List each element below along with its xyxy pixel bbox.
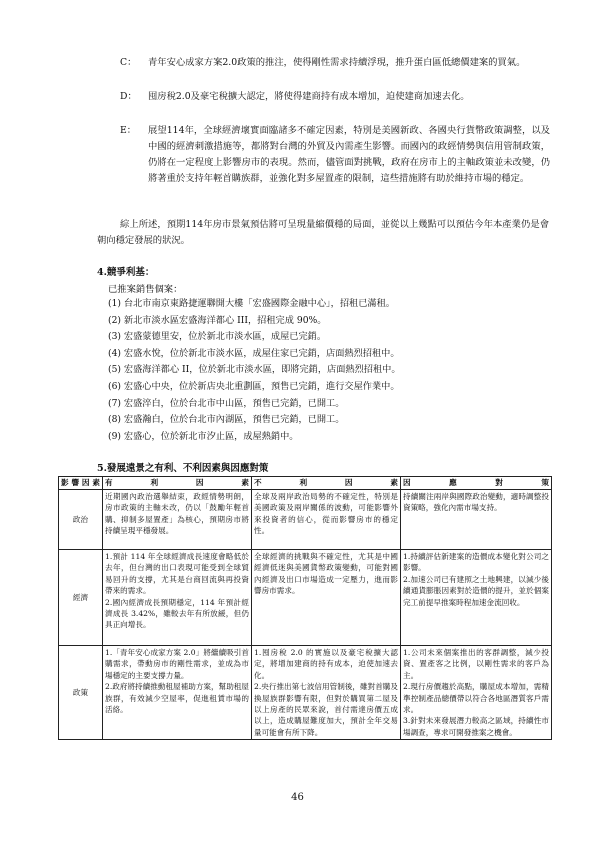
item-text: 囤房稅2.0及豪宅稅擴大認定，將使得建商持有成本增加，迫使建商加速去化。 bbox=[148, 91, 470, 102]
list-item-d bbox=[120, 89, 550, 105]
summary-paragraph: 綜上所述，預期114年房市景氣預估將可呈現量縮價穩的局面，並從以上幾點可以預估今年本產業仍是會朝向穩定發展的狀況。 bbox=[97, 219, 549, 246]
project-list-item: (9) 宏盛心，位於新北市汐止區，成屋熱銷中。 bbox=[108, 430, 299, 442]
item-label: E： bbox=[120, 125, 137, 136]
project-list-item: (3) 宏盛蒙德里安，位於新北市淡水區，成屋已完銷。 bbox=[108, 331, 327, 343]
project-list-item: (5) 宏盛海洋都心 II，位於新北市淡水區，即將完銷，店面熱烈招租中。 bbox=[108, 364, 401, 376]
row-favorable: 1.「青年安心成家方案 2.0」將繼續吸引首購需求，帶動房市的剛性需求，並成為市場穩定的主要支撐力量。 2.政府將持續推動租屋補助方案，幫助租屋族群，有效減少空屋率，促進租賃市場的活絡。 bbox=[103, 646, 252, 740]
header-strategy: 因應對策 bbox=[401, 477, 552, 490]
row-favorable: 1.預計 114 年全球經濟成長速度會略低於去年，但台灣的出口表現可能受到全球貿易回升的支撐，尤其是台商回流與再投資帶來的需求。 2.國內經濟成長預期穩定，114 年預計經濟成長 3.42%，雖較去年有所放緩，但仍具正向增長。 bbox=[103, 550, 252, 646]
project-list-item: (2) 新北市淡水區宏盛海洋都心 III，招租完成 90%。 bbox=[108, 314, 327, 326]
factors-table bbox=[58, 476, 552, 740]
section-4-subheading: 已推案銷售個案： bbox=[108, 284, 183, 295]
table-row bbox=[59, 646, 552, 740]
table-row bbox=[59, 490, 552, 550]
list-item-e bbox=[120, 123, 550, 187]
project-list-item: (1) 台北市南京東路捷運聯開大樓「宏盛國際金融中心」，招租已滿租。 bbox=[108, 298, 395, 309]
row-unfavorable: 1.囤房稅 2.0 的實施以及豪宅稅擴大認定，將增加建商的持有成本，迫使加速去化。 2.央行推出第七波信用管制後，雖對首購及換屋族群影響有限，但對於購買第二屋及以上房產的民眾來說，首付需達房價五成以上，造成購屋難度加大，預計全年交易量可能會有所下降。 bbox=[252, 646, 401, 740]
row-unfavorable: 全球經濟的挑戰與不確定性，尤其是中國經濟低迷與美國貨幣政策變動，可能對國內經濟及出口市場造成一定壓力，進而影響房市需求。 bbox=[252, 550, 401, 646]
header-unfavorable: 不利因素 bbox=[252, 477, 401, 490]
table-row bbox=[59, 550, 552, 646]
project-list-item: (4) 宏盛水悅，位於新北市淡水區，成屋住家已完銷，店面熱烈招租中。 bbox=[108, 347, 400, 359]
project-list bbox=[108, 296, 548, 445]
row-unfavorable: 全球及兩岸政治局勢的不確定性，特別是美國政策及兩岸關係的波動，可能影響外來投資者的信心，從而影響房市的穩定性。 bbox=[252, 490, 401, 550]
project-list-item: (6) 宏盛心中央，位於新店央北重劃區，預售已完銷，進行交屋作業中。 bbox=[108, 380, 400, 392]
row-strategy: 持續關注兩岸與國際政治變動，適時調整投資策略，強化內需市場支持。 bbox=[401, 490, 552, 550]
section-4-heading: 4.競爭利基： bbox=[97, 267, 155, 278]
row-category: 政策 bbox=[59, 646, 103, 740]
row-category: 政治 bbox=[59, 490, 103, 550]
header-favorable: 有利因素 bbox=[103, 477, 252, 490]
item-label: D： bbox=[120, 91, 137, 102]
project-list-item: (7) 宏盛淬白，位於台北市中山區，預售已完銷，已開工。 bbox=[108, 397, 345, 409]
row-category: 經濟 bbox=[59, 550, 103, 646]
item-text: 青年安心成家方案2.0政策的推注，使得剛性需求持續浮現，推升蛋白區低總價建案的買氣。 bbox=[148, 57, 526, 68]
project-list-item: (8) 宏盛瀚白，位於台北市內湖區，預售已完銷，已開工。 bbox=[108, 414, 345, 426]
row-strategy: 1.持續評估新建案的造價成本變化對公司之影響。 2.加速公司已有建照之土地興建，以減少後續通貨膨脹因素對於造價的提升，並於個案完工前提早推案時程加速金流回收。 bbox=[401, 550, 552, 646]
page-number: 46 bbox=[291, 792, 304, 803]
header-factor: 影響因素 bbox=[59, 477, 103, 490]
list-item-c bbox=[120, 55, 550, 71]
item-label: C： bbox=[120, 57, 137, 68]
table-header-row bbox=[59, 477, 552, 490]
item-text: 展望114年，全球經濟壞實面臨諸多不確定因素，特別是美國新政、各國央行貨幣政策調整，以及中國的經濟刺激措施等，都將對台灣的外貿及內需產生影響。而國內的政經情勢與信用管制政策，仍將在一定程度上影響房市的表現。然而，儘管面對挑戰，政府在房市上的主軸政策並未改變，仍將著重於支持年輕首購族群，並強化對多屋置產的限制，這些措施將有助於維持市場的穩定。 bbox=[148, 125, 550, 184]
row-favorable: 近期國內政治選舉結束，政經情勢明朗，房市政策的主軸未改，仍以「鼓勵年輕首購、抑制多屋置產」為核心，預期房市將持續呈現平穩發展。 bbox=[103, 490, 252, 550]
row-strategy: 1.公司未來個案推出的客群調整，減少投資、置產客之比例，以剛性需求的客戶為主。 2.現行房價趨於高點，購屋成本增加，需精準控制產品總價帶以符合各地區潛質客戶需求。 3.針對未來發展潛力較高之區域，持續性市場調查，專求可開發推案之機會。 bbox=[401, 646, 552, 740]
section-5-heading: 5.發展遠景之有利、不利因素與因應對策 bbox=[97, 463, 269, 474]
